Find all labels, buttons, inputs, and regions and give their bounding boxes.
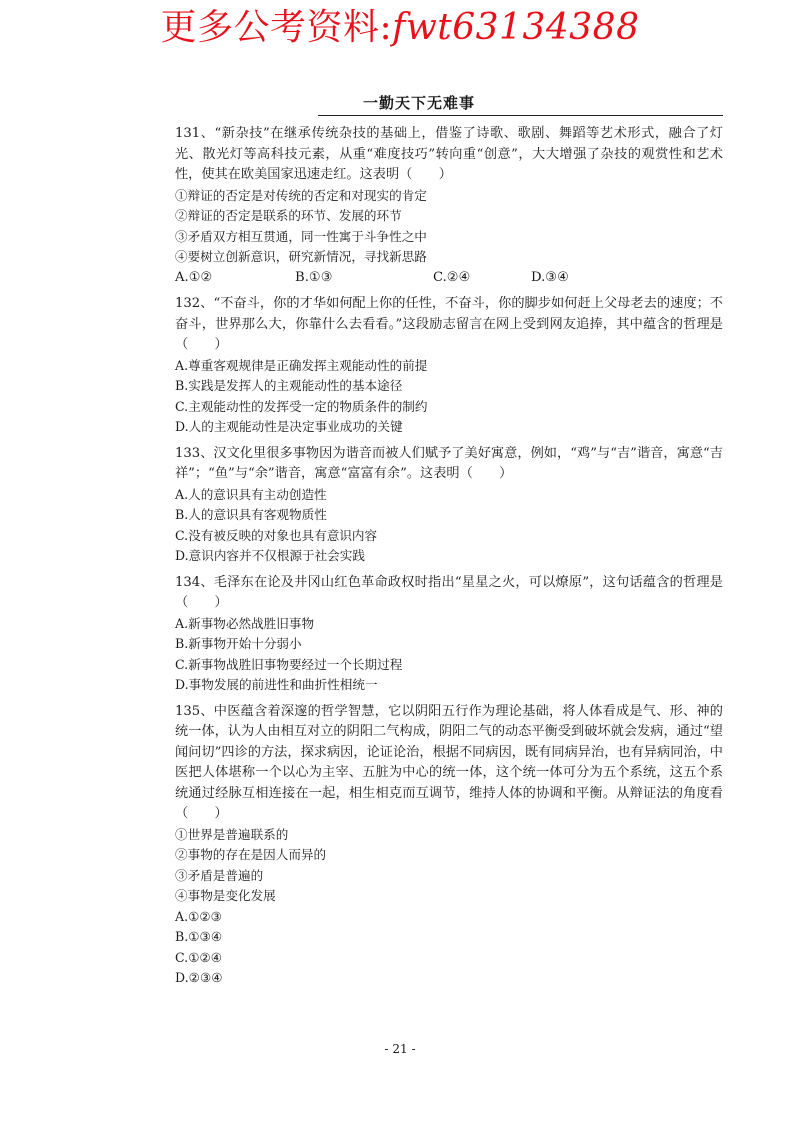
- option-item: B.人的意识具有客观物质性: [175, 507, 327, 522]
- question-132: [175, 294, 723, 438]
- answer-choices: [175, 268, 723, 289]
- promo-banner: [0, 6, 800, 50]
- choice-a: A.①②: [175, 269, 213, 285]
- choice-c: C.②④: [433, 269, 471, 285]
- question-135: [175, 702, 723, 989]
- option-item: C.没有被反映的对象也具有意识内容: [175, 527, 378, 543]
- option-item: A.①②③: [175, 908, 222, 924]
- option-item: A.尊重客观规律是正确发挥主观能动性的前提: [175, 357, 428, 373]
- choice-d: D.③④: [531, 269, 569, 285]
- question-134: [175, 573, 723, 696]
- question-133: [175, 444, 723, 567]
- question-stem: 132、“不奋斗，你的才华如何配上你的任性，不奋斗，你的脚步如何赶上父母老去的速度；不奋斗，世界那么大，你靠什么去看看。”这段励志留言在网上受到网友追捧，其中蕴含的哲理是（ ）: [175, 296, 723, 352]
- statement-item: ③矛盾是普遍的: [175, 867, 264, 883]
- option-item: D.人的主观能动性是决定事业成功的关键: [175, 419, 403, 434]
- question-stem: 135、中医蕴含着深邃的哲学智慧，它以阴阳五行作为理论基础，将人体看成是气、形、神的统一体，认为人由相互对立的阴阳二气构成，阴阳二气的动态平衡受到破坏就会发病，通过“望闻问切”四诊的方法，探求病因，论证论治，根据不同病因，既有同病异治，也有异病同治，中医把人体堪称一个以心为主宰、五脏为中心的统一体，这个统一体可分为五个系统，这五个系统通过经脉互相连接在一起，相生相克而互调节，维持人体的协调和平衡。从辩证法的角度看（ ）: [175, 703, 723, 821]
- statement-item: ④事物是变化发展: [175, 888, 276, 903]
- option-item: B.实践是发挥人的主观能动性的基本途径: [175, 378, 403, 393]
- question-list: [175, 124, 723, 995]
- statement-item: ②辩证的否定是联系的环节、发展的环节: [175, 208, 402, 223]
- promo-banner-chinese: 更多公考资料:: [160, 7, 393, 48]
- option-item: C.主观能动性的发挥受一定的物质条件的制约: [175, 398, 428, 414]
- option-item: D.事物发展的前进性和曲折性相统一: [175, 677, 378, 692]
- page-header-title: 一勤天下无难事: [363, 94, 476, 112]
- statement-item: ①世界是普遍联系的: [175, 826, 289, 842]
- option-item: A.人的意识具有主动创造性: [175, 486, 327, 502]
- question-stem: 133、汉文化里很多事物因为谐音而被人们赋予了美好寓意，例如，“鸡”与“吉”谐音，寓意“吉祥”；“鱼”与“余”谐音，寓意“富富有余”。这表明（ ）: [175, 445, 723, 481]
- statement-item: ③矛盾双方相互贯通，同一性寓于斗争性之中: [175, 228, 427, 244]
- page-number: - 21 -: [384, 1042, 416, 1056]
- question-stem: 131、“新杂技”在继承传统杂技的基础上，借鉴了诗歌、歌剧、舞蹈等艺术形式，融合了灯光、散光灯等高科技元素，从重“难度技巧”转向重“创意”，大大增强了杂技的观赏性和艺术性，使其在欧美国家迅速走红。这表明（ ）: [175, 126, 723, 182]
- option-item: D.②③④: [175, 970, 223, 985]
- choice-b: B.①③: [295, 269, 333, 285]
- option-item: B.①③④: [175, 929, 223, 944]
- option-item: D.意识内容并不仅根源于社会实践: [175, 548, 365, 563]
- option-item: B.新事物开始十分弱小: [175, 636, 302, 651]
- question-131: [175, 124, 723, 288]
- option-item: C.新事物战胜旧事物要经过一个长期过程: [175, 656, 403, 672]
- option-item: A.新事物必然战胜旧事物: [175, 615, 315, 631]
- statement-item: ②事物的存在是因人而异的: [175, 847, 327, 862]
- question-stem: 134、毛泽东在论及井冈山红色革命政权时指出“星星之火，可以燎原”，这句话蕴含的哲理是（ ）: [175, 574, 723, 610]
- option-item: C.①②④: [175, 949, 223, 965]
- statement-item: ④要树立创新意识，研究新情况，寻找新思路: [175, 249, 427, 264]
- header-rule: [318, 115, 723, 116]
- statement-item: ①辩证的否定是对传统的否定和对现实的肯定: [175, 187, 427, 203]
- promo-banner-code: fwt63134388: [392, 7, 640, 48]
